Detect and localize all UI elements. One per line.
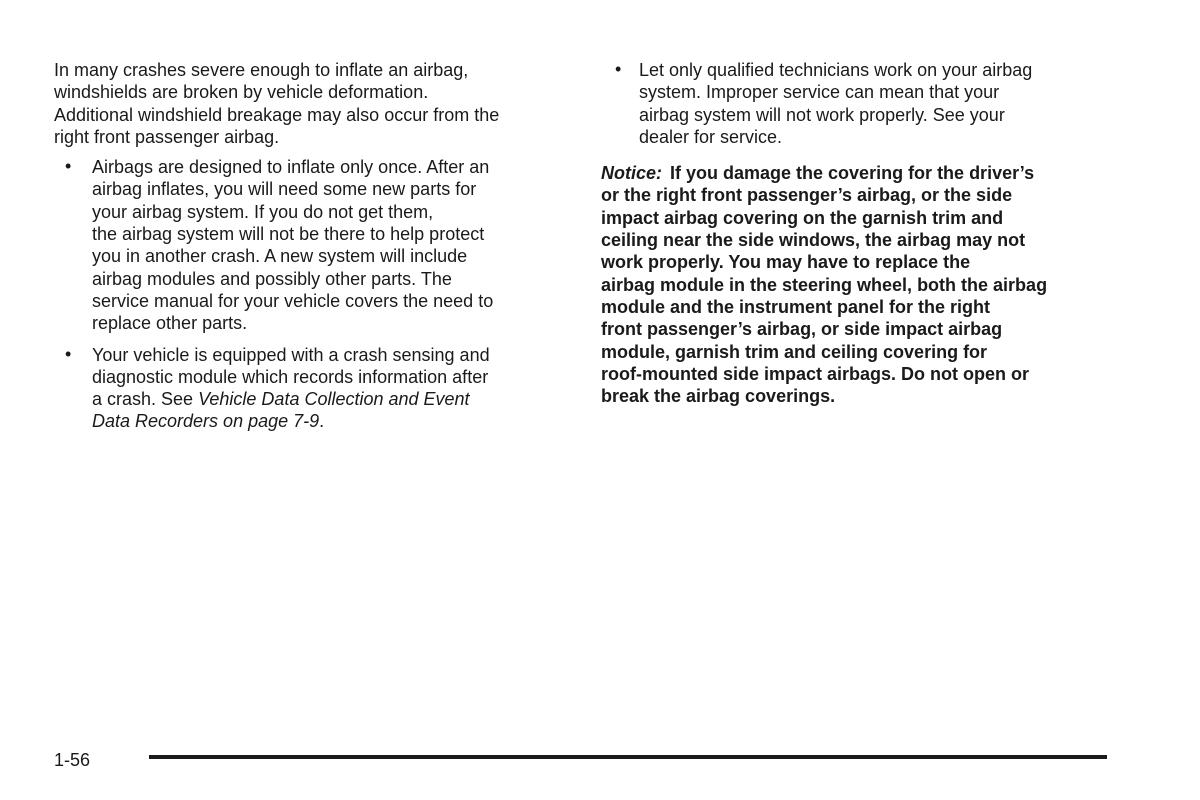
text-line: Your vehicle is equipped with a crash sensing and bbox=[92, 344, 490, 365]
text-line: Let only qualified technicians work on your airbag bbox=[639, 60, 1033, 80]
text-line: break the airbag coverings. bbox=[601, 386, 836, 407]
text-line: you in another crash. A new system will include bbox=[92, 246, 468, 267]
text-line: impact airbag covering on the garnish trim and bbox=[601, 207, 1004, 228]
notice-label: Notice: bbox=[601, 163, 663, 184]
text-fragment: a crash. See bbox=[92, 389, 199, 410]
text-line: work properly. You may have to replace the bbox=[601, 252, 971, 273]
text-fragment: . bbox=[319, 411, 325, 432]
text-line: service manual for your vehicle covers the need to bbox=[92, 290, 494, 311]
text-line: diagnostic module which records information after bbox=[92, 366, 489, 387]
text-line: right front passenger airbag. bbox=[54, 126, 280, 147]
right-column bbox=[601, 59, 1131, 407]
text-line bbox=[601, 162, 1131, 184]
text-line: airbag modules and possibly other parts. The bbox=[92, 268, 452, 289]
text-line: your airbag system. If you do not get them, bbox=[92, 201, 434, 222]
bullet-item-airbag-inflation bbox=[54, 156, 569, 334]
text-line: Airbags are designed to inflate only once. After an bbox=[92, 157, 490, 178]
text-line: ceiling near the side windows, the airbag may not bbox=[601, 230, 1026, 251]
left-column bbox=[54, 59, 569, 433]
text-line: airbag inflates, you will need some new parts for bbox=[92, 179, 477, 200]
bullet-icon: • bbox=[65, 156, 72, 177]
text-line: replace other parts. bbox=[92, 313, 248, 334]
cross-reference-link[interactable]: Data Recorders on page 7-9 bbox=[92, 411, 320, 432]
bullet-item-qualified-technicians bbox=[601, 59, 1131, 148]
text-line: windshields are broken by vehicle deformation. bbox=[54, 82, 429, 103]
text-line: dealer for service. bbox=[639, 126, 783, 147]
text-line: module, garnish trim and ceiling covering for bbox=[601, 341, 988, 362]
text-line: module and the instrument panel for the right bbox=[601, 296, 991, 317]
cross-reference-link[interactable]: Vehicle Data Collection and Event bbox=[198, 389, 470, 410]
text-line: Additional windshield breakage may also occur from the bbox=[54, 104, 500, 125]
page-number: 1-56 bbox=[54, 750, 91, 770]
text-line: front passenger’s airbag, or side impact airbag bbox=[601, 319, 1003, 340]
text-fragment: If you damage the covering for the driver’s bbox=[670, 163, 1035, 184]
text-line: or the right front passenger’s airbag, or the side bbox=[601, 185, 1013, 206]
bullet-icon: • bbox=[65, 343, 72, 364]
intro-paragraph bbox=[54, 59, 569, 148]
text-line: In many crashes severe enough to inflate an airbag, bbox=[54, 60, 469, 80]
text-line bbox=[92, 388, 569, 410]
text-line: roof-mounted side impact airbags. Do not open or bbox=[601, 363, 1030, 384]
text-line: airbag module in the steering wheel, both the airbag bbox=[601, 274, 1048, 295]
text-line: the airbag system will not be there to help protect bbox=[92, 224, 485, 245]
notice-block bbox=[601, 162, 1131, 407]
footer-rule bbox=[149, 755, 1107, 759]
text-line bbox=[92, 410, 569, 432]
bullet-icon: • bbox=[615, 59, 622, 79]
text-line: system. Improper service can mean that your bbox=[639, 82, 1000, 103]
bullet-item-crash-module bbox=[54, 344, 569, 433]
text-line: airbag system will not work properly. See your bbox=[639, 104, 1005, 125]
